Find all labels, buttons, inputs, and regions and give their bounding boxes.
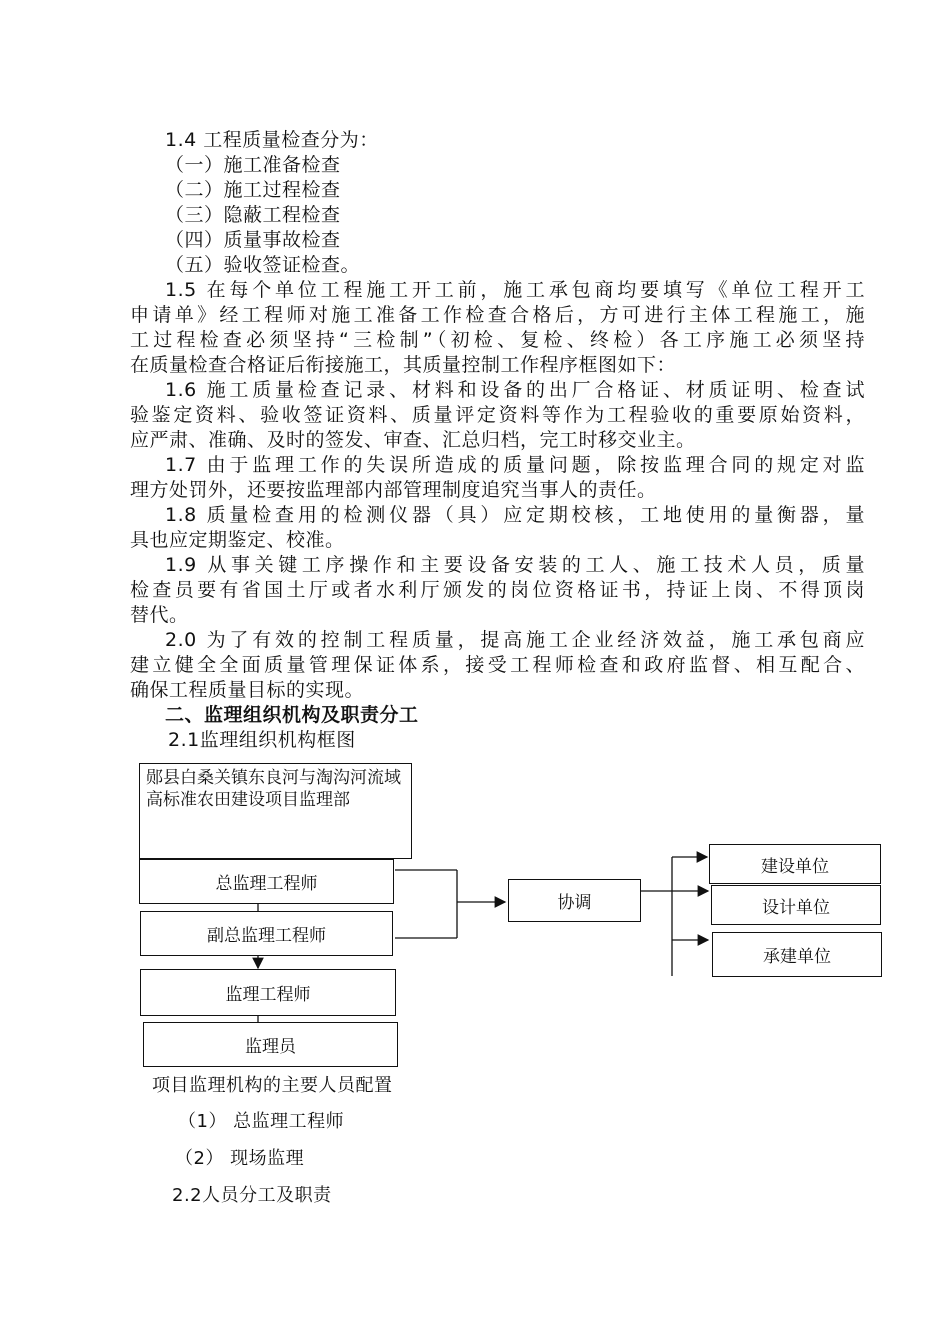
org-party-client-label: 建设单位: [761, 856, 829, 877]
staffing-item-1: （1） 总监理工程师: [178, 1111, 345, 1132]
item-2-0-line-2: 建立健全全面质量管理保证体系，接受工程师检查和政府监督、相互配合、: [130, 654, 865, 676]
check-item-1: （一）施工准备检查: [165, 154, 341, 176]
item-1-5-line-4: 在质量检查合格证后衔接施工，其质量控制工作程序框图如下：: [130, 354, 677, 376]
item-1-8-line-2: 具也应定期鉴定、校准。: [130, 529, 345, 551]
section-2-heading: 二、监理组织机构及职责分工: [165, 704, 419, 726]
item-1-6-line-3: 应严肃、准确、及时的签发、审查、汇总归档，完工时移交业主。: [130, 429, 696, 451]
org-engineer-label: 监理工程师: [225, 985, 311, 1005]
org-chief-box: [139, 859, 394, 904]
staffing-item-2: （2） 现场监理: [175, 1148, 305, 1169]
item-1-5-line-2: 申请单》经工程师对施工准备工作检查合格后，方可进行主体工程施工，施: [130, 304, 865, 326]
org-deputy-label: 副总监理工程师: [207, 926, 326, 946]
org-engineer-box: [140, 969, 396, 1016]
item-1-4: 1.4 工程质量检查分为：: [165, 129, 379, 151]
item-1-5-line-1: 1.5 在每个单位工程施工开工前，施工承包商均要填写《单位工程开工: [165, 279, 865, 301]
check-item-5: （五）验收签证检查。: [165, 254, 361, 276]
item-1-8-line-1: 1.8 质量检查用的检测仪器（具）应定期校核，工地使用的量衡器，量: [165, 504, 865, 526]
subheading-2-1: 2.1监理组织机构框图: [168, 729, 356, 751]
item-1-9-line-3: 替代。: [130, 604, 189, 626]
org-staff-box: [143, 1022, 398, 1067]
org-coordinate-box: [508, 879, 641, 922]
org-chief-label: 总监理工程师: [215, 874, 318, 894]
org-party-box-design: [711, 885, 881, 925]
org-party-box-contractor: [712, 932, 882, 977]
item-1-6-line-2: 验鉴定资料、验收签证资料、质量评定资料等作为工程验收的重要原始资料，: [130, 404, 865, 426]
item-1-9-line-1: 1.9 从事关键工序操作和主要设备安装的工人、施工技术人员，质量: [165, 554, 865, 576]
org-top-box-label: 郧县白桑关镇东良河与淘沟河流域高标准农田建设项目监理部: [146, 768, 401, 810]
org-coordinate-label: 协调: [557, 893, 592, 913]
staffing-title: 项目监理机构的主要人员配置: [152, 1075, 393, 1096]
org-party-box-client: [709, 844, 881, 884]
item-1-5-line-3: 工过程检查必须坚持“三检制”（初检、复检、终检）各工序施工必须坚持: [130, 329, 865, 351]
check-item-2: （二）施工过程检查: [165, 179, 341, 201]
org-deputy-box: [140, 911, 393, 956]
check-item-4: （四）质量事故检查: [165, 229, 341, 251]
org-staff-label: 监理员: [245, 1037, 296, 1057]
item-1-7-line-1: 1.7 由于监理工作的失误所造成的质量问题，除按监理合同的规定对监: [165, 454, 865, 476]
subheading-2-2: 2.2人员分工及职责: [172, 1185, 332, 1206]
item-1-9-line-2: 检查员要有省国土厅或者水利厅颁发的岗位资格证书，持证上岗、不得顶岗: [130, 579, 865, 601]
org-party-design-label: 设计单位: [762, 897, 830, 918]
item-2-0-line-3: 确保工程质量目标的实现。: [130, 679, 365, 701]
org-top-box: [139, 763, 412, 859]
item-2-0-line-1: 2.0 为了有效的控制工程质量，提高施工企业经济效益，施工承包商应: [165, 629, 865, 651]
item-1-6-line-1: 1.6 施工质量检查记录、材料和设备的出厂合格证、材质证明、检查试: [165, 379, 865, 401]
org-party-contractor-label: 承建单位: [763, 947, 831, 967]
item-1-7-line-2: 理方处罚外，还要按监理部内部管理制度追究当事人的责任。: [130, 479, 657, 501]
check-item-3: （三）隐蔽工程检查: [165, 204, 341, 226]
